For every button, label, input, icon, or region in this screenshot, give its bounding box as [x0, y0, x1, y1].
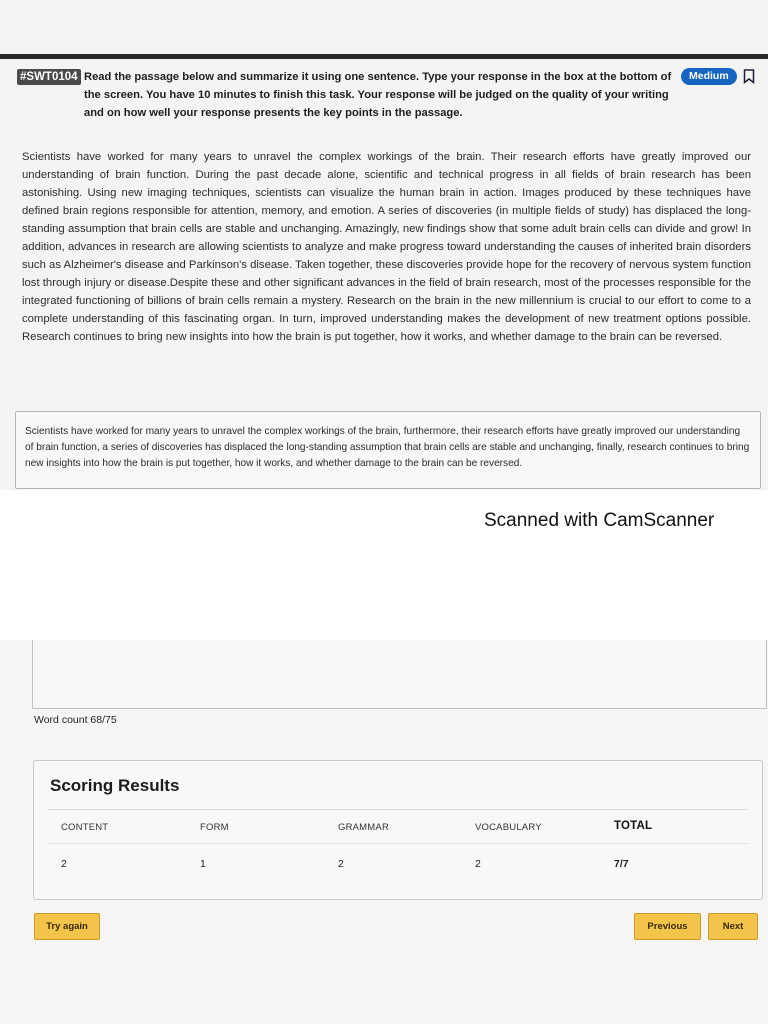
score-grammar: 2 — [338, 858, 344, 870]
word-count: Word count 68/75 — [34, 714, 117, 726]
header-total: TOTAL — [614, 820, 653, 832]
task-header — [17, 68, 761, 124]
header-form: FORM — [200, 822, 229, 833]
task-instructions: Read the passage below and summarize it using one sentence. Type your response in the box at the bottom of the screen. You have 10 minutes to finish this task. Your response will be judged on the quality of your writing and on how well your response presents the key points in the passage. — [84, 71, 672, 119]
header-grammar: GRAMMAR — [338, 822, 390, 833]
results-title: Scoring Results — [50, 776, 180, 795]
reading-passage: Scientists have worked for many years to unravel the complex workings of the brain. Their research efforts have greatly improved our understanding of brain function. During the past decade alone, scientific and technical progress in all fields of brain research has been astonishing. Using new imaging techniques, scientists can visualize the human brain in action. Images produced by these techniques have defined brain regions responsible for attention, memory, and emotion. A series of discoveries (in multiple fields of study) has displaced the long-standing assumption that brain cells are stable and unchanging. Amazingly, new findings show that some adult brain cells can divide and grow! In addition, advances in research are allowing scientists to analyze and make progress toward understanding the causes of inherited brain disorders such as Alzheimer's disease and Parkinson's disease. Taken together, these discoveries provide hope for the recovery of nervous system function lost through injury or disease.Despite these and other significant advances in the field of brain research, most of the processes responsible for the integrated functioning of billions of brain cells remain a mystery. Research on the brain in the new millennium is crucial to our effort to come to a complete understanding of this fascinating organ. In turn, improved understanding makes the development of new treatment options possible. Research continues to bring new insights into how the brain is put together, how it works, and whether damage to the brain can be reversed. — [22, 151, 751, 343]
next-button[interactable]: Next — [708, 913, 758, 940]
answer-input-area[interactable] — [32, 640, 767, 709]
score-form: 1 — [200, 858, 206, 870]
try-again-button[interactable]: Try again — [34, 913, 100, 940]
top-divider — [0, 54, 768, 59]
response-textbox[interactable] — [15, 411, 761, 489]
score-vocabulary: 2 — [475, 858, 481, 870]
results-row-divider — [48, 843, 748, 844]
scoring-results-card — [33, 760, 763, 900]
response-text[interactable]: Scientists have worked for many years to unravel the complex workings of the brain, furthermore, their research efforts have greatly improved our understanding of brain function, a series of discoveries has displaced the long-standing assumption that brain cells are stable and unchanging, finally, research continues to bring new insights into how the brain is put together, how it works, and whether damage to the brain can be reversed. — [25, 426, 750, 469]
header-vocabulary: VOCABULARY — [475, 822, 542, 833]
score-total: 7/7 — [614, 858, 629, 870]
results-divider — [48, 809, 748, 810]
difficulty-badge: Medium — [681, 68, 737, 85]
bookmark-icon[interactable] — [743, 69, 755, 84]
task-id-badge: #SWT0104 — [17, 69, 81, 85]
score-content: 2 — [61, 858, 67, 870]
header-content: CONTENT — [61, 822, 109, 833]
previous-button[interactable]: Previous — [634, 913, 701, 940]
scanner-watermark: Scanned with CamScanner — [484, 510, 715, 531]
